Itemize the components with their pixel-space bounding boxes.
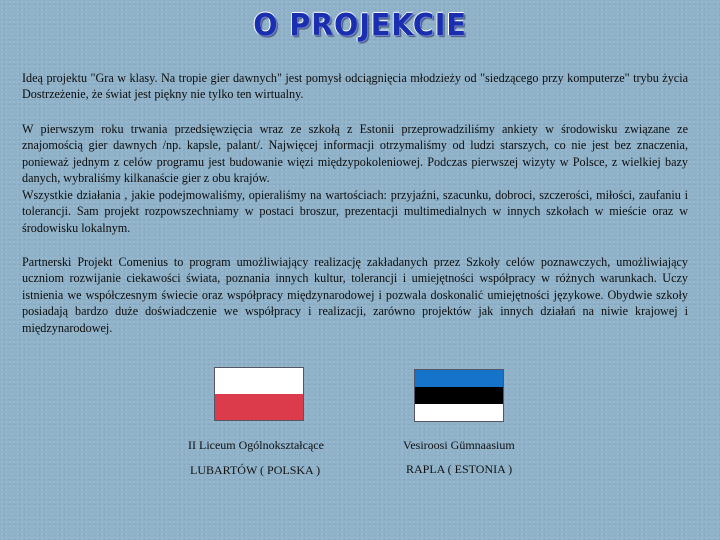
poland-flag-white-stripe bbox=[215, 368, 303, 394]
estonia-flag-white-stripe bbox=[415, 404, 503, 421]
estonia-flag bbox=[414, 369, 504, 422]
comenius-paragraph: Partnerski Projekt Comenius to program umożliwiający realizację zakładanych przez Szkoły celów poznawczych, umożliwiający uczniom rozwijanie ciekawości świata, poznania innych kultur, tolerancji i umiejętności współpracy w różnych warunkach. Uczy istnienia we współczesnym świecie oraz współpracy międzynarodowej i pozwala doskonalić umiejętności językowe. Obydwie szkoły posiadają bardzo duże doświadczenie we współpracy i realizacji, zarówno projektów jak innych działań na niwie krajowej i międzynarodowej. bbox=[22, 255, 688, 335]
estonia-school-location: RAPLA ( ESTONIA ) bbox=[406, 462, 513, 476]
values-paragraph: Wszystkie działania , jakie podejmowaliśmy, opieraliśmy na wartościach: przyjaźni, szacunku, dobroci, szczerości, miłości, zaufaniu i tolerancji. Sam projekt rozpowszechniamy w postaci broszur, prezentacji multimedialnych w innych szkołach w mieście oraz w środowisku lokalnym. bbox=[22, 188, 688, 235]
estonia-flag-blue-stripe bbox=[415, 370, 503, 387]
poland-school-name: II Liceum Ogólnokształcące bbox=[188, 438, 324, 452]
intro-paragraph: Ideą projektu "Gra w klasy. Na tropie gier dawnych" jest pomysł odciągnięcia młodzieży od "siedzącego przy komputerze" trybu życia Dostrzeżenie, że świat jest piękny nie tylko ten wirtualny. bbox=[22, 71, 688, 102]
first-year-paragraph: W pierwszym roku trwania przedsięwzięcia wraz ze szkołą z Estonii przeprowadziliśmy ankiety w środowisku związane ze znajomością gier dawnych /np. kapsle, palant/. Najwięcej informacji otrzymaliśmy od ludzi starszych, co nie jest bez znaczenia, ponieważ jednym z celów programu jest budowanie więzi międzypokoleniowej. Podczas pierwszej wizyty w Polsce, z wielkiej bazy danych, wybraliśmy kilkanaście gier z obu krajów. bbox=[22, 122, 688, 186]
poland-school-location: LUBARTÓW ( POLSKA ) bbox=[190, 463, 321, 477]
page-title: O PROJEKCIE bbox=[253, 8, 467, 43]
poland-flag bbox=[214, 367, 304, 421]
poland-flag-red-stripe bbox=[215, 394, 303, 420]
estonia-flag-black-stripe bbox=[415, 387, 503, 404]
estonia-school-name: Vesiroosi Gümnaasium bbox=[403, 438, 515, 452]
